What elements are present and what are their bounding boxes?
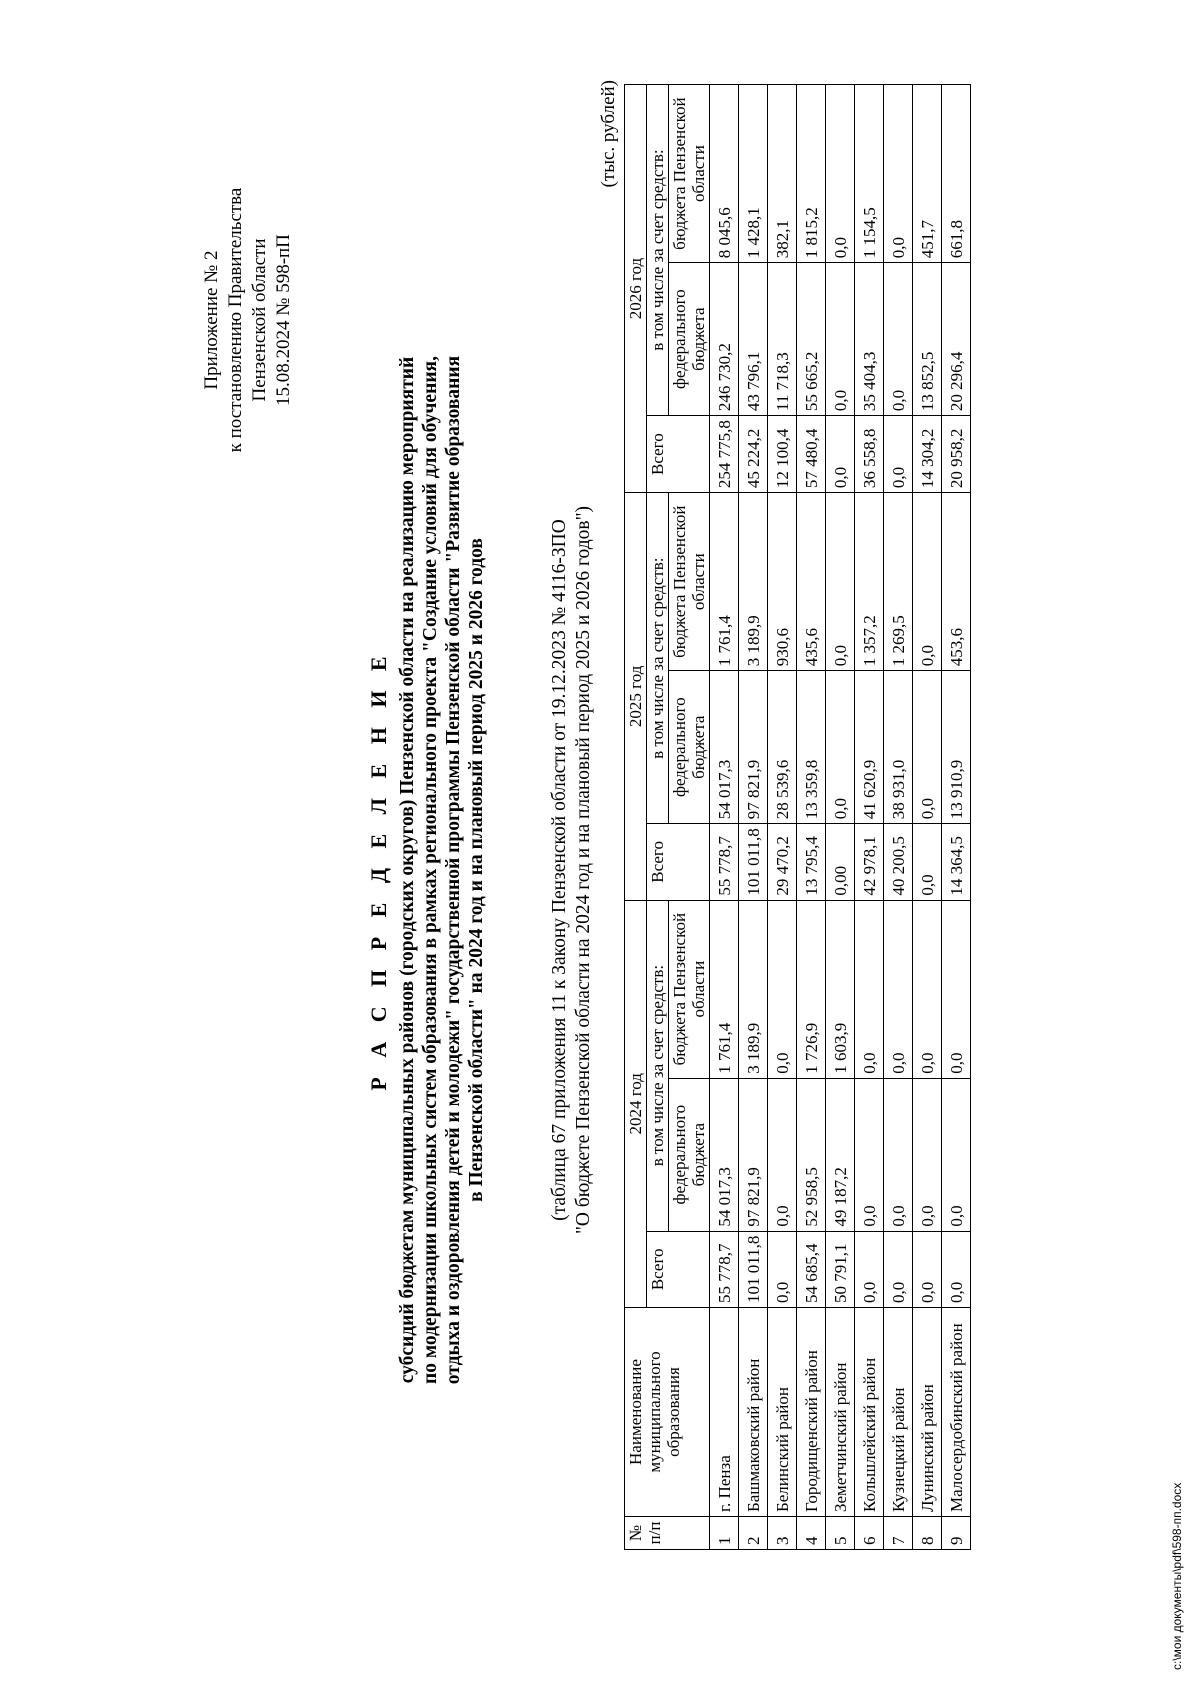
title-line-4: в Пензенской области" на 2024 год и на плановый период 2025 и 2026 годов: [466, 538, 487, 1202]
value-cell: 101 011,8: [739, 1231, 768, 1307]
value-cell: 49 187,2: [826, 1078, 855, 1231]
table-row: [942, 85, 971, 1550]
value-cell: 1 761,4: [710, 900, 739, 1078]
value-cell: 0,0: [913, 824, 942, 900]
header-2026-federal: федерального бюджета: [669, 263, 710, 416]
value-cell: 13 795,4: [797, 824, 826, 900]
value-cell: 1 761,4: [710, 493, 739, 671]
appendix-line-3: Пензенской области: [249, 238, 270, 402]
value-cell: 3 189,9: [739, 900, 768, 1078]
value-cell: 0,0: [826, 263, 855, 416]
row-number: 1: [710, 1517, 739, 1550]
value-cell: 0,0: [855, 1078, 884, 1231]
header-2026-including: в том числе за счет средств:: [647, 85, 669, 416]
value-cell: 0,0: [884, 263, 913, 416]
value-cell: 1 357,2: [855, 493, 884, 671]
value-cell: 20 958,2: [942, 416, 971, 493]
value-cell: 0,0: [826, 671, 855, 824]
value-cell: 11 718,3: [768, 263, 797, 416]
value-cell: 36 558,8: [855, 416, 884, 493]
municipality-name: Кольшлейский район: [855, 1308, 884, 1517]
file-path-footer: c:\мои документы\pdf\598-пп.docx: [1170, 1482, 1184, 1670]
value-cell: 28 539,6: [768, 671, 797, 824]
row-number: 5: [826, 1517, 855, 1550]
header-2024-regional: бюджета Пензенской области: [669, 900, 710, 1078]
municipality-name: г. Пенза: [710, 1308, 739, 1517]
value-cell: 0,0: [942, 1231, 971, 1307]
title-line-2: по модернизации школьных систем образования в рамках регионального проекта "Создание условий для обучения,: [420, 356, 441, 1384]
table-row: [710, 85, 739, 1550]
value-cell: 0,0: [826, 85, 855, 263]
municipality-name: Башмаковский район: [739, 1308, 768, 1517]
row-number: 7: [884, 1517, 913, 1550]
header-year-2025: 2025 год: [625, 493, 647, 900]
value-cell: 54 685,4: [797, 1231, 826, 1307]
title-line-1: субсидий бюджетам муниципальных районов (городских округов) Пензенской области на реализацию мероприятий: [397, 356, 418, 1384]
row-number: 3: [768, 1517, 797, 1550]
law-reference: [548, 70, 596, 1670]
value-cell: 1 154,5: [855, 85, 884, 263]
value-cell: 0,0: [913, 1231, 942, 1307]
table-row: [855, 85, 884, 1550]
value-cell: 57 480,4: [797, 416, 826, 493]
value-cell: 52 958,5: [797, 1078, 826, 1231]
value-cell: 1 269,5: [884, 493, 913, 671]
value-cell: 661,8: [942, 85, 971, 263]
value-cell: 0,0: [884, 85, 913, 263]
value-cell: 45 224,2: [739, 416, 768, 493]
value-cell: 0,0: [884, 900, 913, 1078]
value-cell: 13 852,5: [913, 263, 942, 416]
value-cell: 40 200,5: [884, 824, 913, 900]
law-line-1: (таблица 67 приложения 11 к Закону Пензенской области от 19.12.2023 № 4116-ЗПО: [549, 519, 570, 1221]
value-cell: 42 978,1: [855, 824, 884, 900]
header-name: Наименование муниципального образования: [625, 1308, 710, 1517]
header-2026-regional: бюджета Пензенской области: [669, 85, 710, 263]
municipality-name: Городищенский район: [797, 1308, 826, 1517]
value-cell: 50 791,1: [826, 1231, 855, 1307]
title-line-3: отдыха и оздоровления детей и молодежи" государственной программы Пензенской области "Развитие образования: [443, 355, 464, 1385]
municipality-name: Земетчинский район: [826, 1308, 855, 1517]
value-cell: 0,0: [942, 1078, 971, 1231]
value-cell: 0,0: [768, 1078, 797, 1231]
value-cell: 0,0: [855, 900, 884, 1078]
value-cell: 246 730,2: [710, 263, 739, 416]
value-cell: 0,0: [913, 1078, 942, 1231]
value-cell: 1 428,1: [739, 85, 768, 263]
value-cell: 382,1: [768, 85, 797, 263]
value-cell: 35 404,3: [855, 263, 884, 416]
value-cell: 14 304,2: [913, 416, 942, 493]
value-cell: 13 910,9: [942, 671, 971, 824]
value-cell: 0,00: [826, 824, 855, 900]
value-cell: 0,0: [768, 1231, 797, 1307]
table-row: [913, 85, 942, 1550]
value-cell: 41 620,9: [855, 671, 884, 824]
table-row: [797, 85, 826, 1550]
value-cell: 0,0: [855, 1231, 884, 1307]
value-cell: 54 017,3: [710, 671, 739, 824]
appendix-line-2: к постановлению Правительства: [225, 187, 246, 453]
value-cell: 55 778,7: [710, 824, 739, 900]
municipality-name: Кузнецкий район: [884, 1308, 913, 1517]
value-cell: 0,0: [913, 493, 942, 671]
value-cell: 0,0: [942, 900, 971, 1078]
header-2025-federal: федерального бюджета: [669, 671, 710, 824]
title-subtitle: [396, 70, 488, 1670]
value-cell: 3 189,9: [739, 493, 768, 671]
value-cell: 43 796,1: [739, 263, 768, 416]
value-cell: 451,7: [913, 85, 942, 263]
row-number: 4: [797, 1517, 826, 1550]
title-main: Р А С П Р Е Д Е Л Е Н И Е: [366, 649, 391, 1091]
municipality-name: Белинский район: [768, 1308, 797, 1517]
table-body: [710, 85, 971, 1550]
value-cell: 8 045,6: [710, 85, 739, 263]
value-cell: 38 931,0: [884, 671, 913, 824]
value-cell: 0,0: [768, 900, 797, 1078]
value-cell: 0,0: [826, 416, 855, 493]
value-cell: 930,6: [768, 493, 797, 671]
value-cell: 54 017,3: [710, 1078, 739, 1231]
value-cell: 13 359,8: [797, 671, 826, 824]
units-label: (тыс. рублей): [598, 80, 619, 188]
value-cell: 14 364,5: [942, 824, 971, 900]
value-cell: 20 296,4: [942, 263, 971, 416]
rotated-document-page: [30, 70, 1200, 1670]
value-cell: 0,0: [826, 493, 855, 671]
row-number: 8: [913, 1517, 942, 1550]
header-2025-including: в том числе за счет средств:: [647, 493, 669, 824]
appendix-line-4: 15.08.2024 № 598-пП: [273, 234, 294, 406]
value-cell: 1 815,2: [797, 85, 826, 263]
value-cell: 1 603,9: [826, 900, 855, 1078]
header-year-2026: 2026 год: [625, 85, 647, 493]
table-row: [884, 85, 913, 1550]
subsidy-distribution-table: [624, 84, 971, 1550]
value-cell: 435,6: [797, 493, 826, 671]
value-cell: 453,6: [942, 493, 971, 671]
header-num: № п/п: [625, 1517, 710, 1550]
appendix-note: [200, 140, 296, 500]
header-2025-regional: бюджета Пензенской области: [669, 493, 710, 671]
value-cell: 0,0: [884, 1231, 913, 1307]
header-year-2024: 2024 год: [625, 900, 647, 1307]
value-cell: 55 665,2: [797, 263, 826, 416]
header-2024-including: в том числе за счет средств:: [647, 900, 669, 1231]
table-header-row-1: [625, 85, 647, 1550]
value-cell: 0,0: [884, 1078, 913, 1231]
header-2024-federal: федерального бюджета: [669, 1078, 710, 1231]
row-number: 2: [739, 1517, 768, 1550]
header-2024-total: Всего: [647, 1231, 710, 1307]
appendix-line-1: Приложение № 2: [201, 250, 222, 390]
law-line-2: "О бюджете Пензенской области на 2024 год и на плановый период 2025 и 2026 годов"): [573, 505, 594, 1235]
value-cell: 97 821,9: [739, 1078, 768, 1231]
value-cell: 0,0: [913, 671, 942, 824]
value-cell: 101 011,8: [739, 824, 768, 900]
value-cell: 0,0: [884, 416, 913, 493]
municipality-name: Лунинский район: [913, 1308, 942, 1517]
value-cell: 29 470,2: [768, 824, 797, 900]
row-number: 6: [855, 1517, 884, 1550]
table-row: [739, 85, 768, 1550]
value-cell: 1 726,9: [797, 900, 826, 1078]
header-2026-total: Всего: [647, 416, 710, 493]
value-cell: 97 821,9: [739, 671, 768, 824]
document-title: [366, 70, 488, 1670]
row-number: 9: [942, 1517, 971, 1550]
value-cell: 12 100,4: [768, 416, 797, 493]
table-row: [768, 85, 797, 1550]
header-2025-total: Всего: [647, 824, 710, 900]
value-cell: 254 775,8: [710, 416, 739, 493]
municipality-name: Малосердобинский район: [942, 1308, 971, 1517]
table-row: [826, 85, 855, 1550]
value-cell: 55 778,7: [710, 1231, 739, 1307]
value-cell: 0,0: [913, 900, 942, 1078]
